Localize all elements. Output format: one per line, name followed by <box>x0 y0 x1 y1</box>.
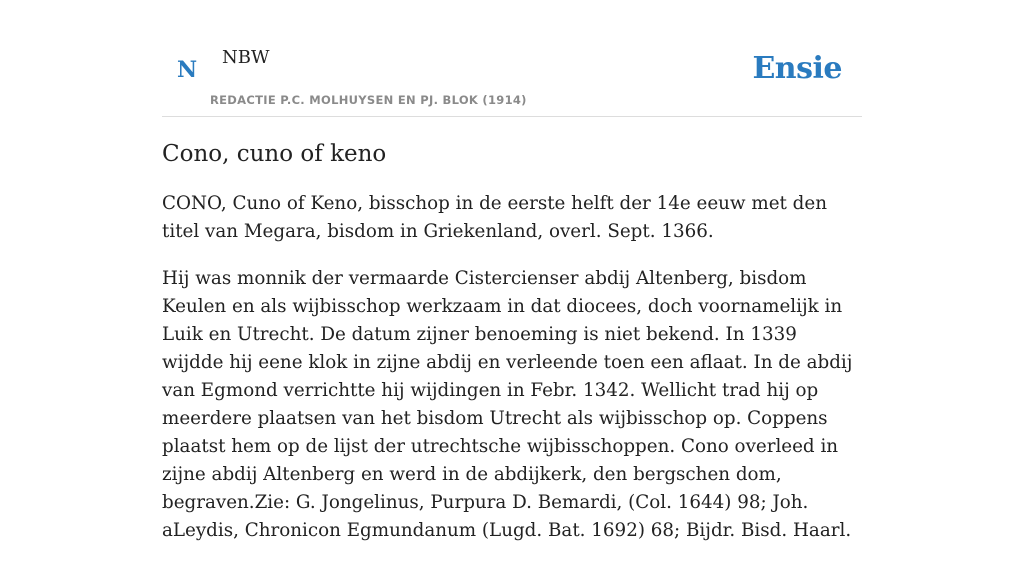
article-paragraph: Hij was monnik der vermaarde Cistercienser abdij Altenberg, bisdom Keulen en als wijbisschop werkzaam in dat diocees, doch voornamelijk in Luik en Utrecht. De datum zijner benoeming is niet bekend. In 1339 wijdde hij eene klok in zijne abdij en verleende toen een aflaat. In de abdij van Egmond verrichtte hij wijdingen in Febr. 1342. Wellicht trad hij op meerdere plaatsen van het bisdom Utrecht als wijbisschop op. Coppens plaatst hem op de lijst der utrechtsche wijbisschoppen. Cono overleed in zijne abdij Altenberg en werd in de abdijkerk, den bergschen dom, begraven.Zie: G. Jongelinus, Purpura D. Bemardi, (Col. 1644) 98; Joh. aLeydis, Chronicon Egmundanum (Lugd. Bat. 1692) 68; Bijdr. Bisd. Haarl. <box>162 268 853 541</box>
ensie-logo[interactable]: Ensie <box>752 51 842 86</box>
page-header <box>162 0 862 117</box>
article-paragraph: CONO, Cuno of Keno, bisschop in de eerste helft der 14e eeuw met den titel van Megara, bisdom in Griekenland, overl. Sept. 1366. <box>162 193 827 242</box>
article <box>162 138 862 564</box>
article-title: Cono, cuno of keno <box>162 141 387 167</box>
source-name[interactable]: NBW <box>222 47 270 68</box>
source-logo[interactable]: N <box>177 57 198 83</box>
source-subtitle: REDACTIE P.C. MOLHUYSEN EN PJ. BLOK (1914) <box>210 93 527 107</box>
